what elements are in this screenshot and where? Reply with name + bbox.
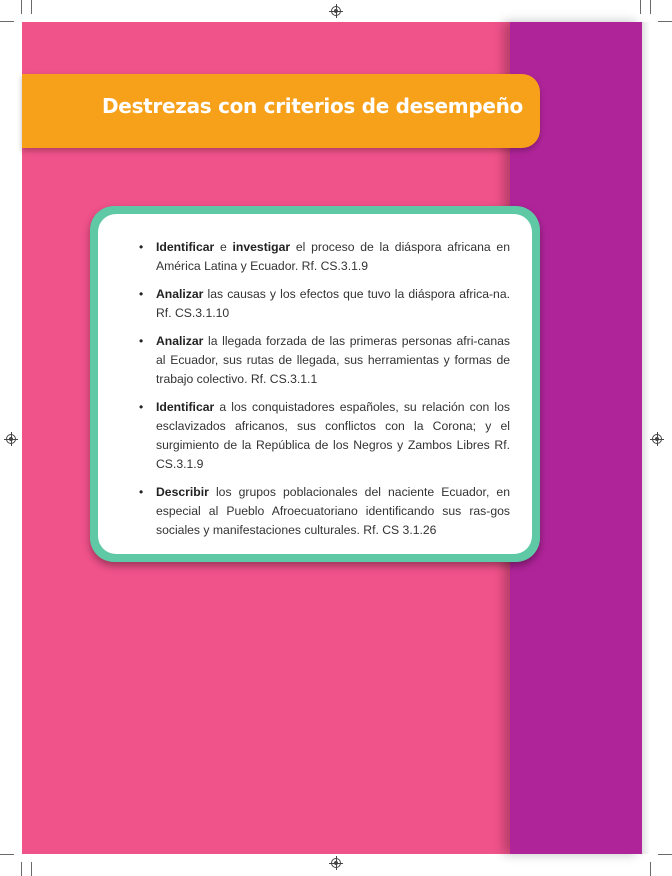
skill-verb: Analizar [156, 334, 204, 348]
skill-verb: investigar [232, 240, 291, 254]
list-item [139, 483, 510, 540]
skills-card [98, 214, 532, 554]
skill-text: las causas y los efectos que tuvo la diáspora africa-na. Rf. CS.3.1.10 [156, 287, 510, 320]
skill-text: los grupos poblacionales del naciente Ecuador, en especial al Pueblo Afroecuatoriano identificando sus ras-gos sociales y manifestaciones culturales. Rf. CS 3.1.26 [156, 485, 510, 537]
skill-verb: Describir [156, 485, 209, 499]
registration-mark-icon [652, 434, 662, 444]
crop-mark [640, 0, 641, 14]
skill-text: el proceso de la diáspora africana en América Latina y Ecuador. Rf. CS.3.1.9 [156, 240, 510, 273]
bullet-icon: • [139, 287, 144, 301]
crop-mark [658, 21, 672, 22]
page-title: Destrezas con criterios de desempeño [102, 94, 523, 118]
crop-mark [658, 854, 672, 855]
bullet-icon: • [139, 334, 144, 348]
list-item [139, 332, 510, 389]
crop-mark [0, 21, 14, 22]
crop-mark [31, 862, 32, 876]
crop-mark [21, 862, 22, 876]
bullet-icon: • [139, 240, 144, 254]
crop-mark [31, 0, 32, 14]
crop-mark [21, 0, 22, 14]
skill-text: a los conquistadores españoles, su relación con los esclavizados africanos, sus conflictos con la Corona; y el surgimiento de la República de los Negros y Zambos Libres Rf. CS.3.1.9 [156, 400, 510, 471]
bullet-icon: • [139, 485, 144, 499]
skill-text: la llegada forzada de las primeras personas afri-canas al Ecuador, sus rutas de llegada, sus herramientas y formas de trabajo colectivo. Rf. CS.3.1.1 [156, 334, 510, 386]
registration-mark-icon [331, 858, 341, 868]
bullet-icon: • [139, 400, 144, 414]
skill-text: e [214, 240, 233, 254]
crop-mark [650, 862, 651, 876]
skill-verb: Analizar [156, 287, 204, 301]
crop-mark [0, 854, 14, 855]
skill-verb: Identificar [156, 240, 215, 254]
list-item [139, 285, 510, 323]
crop-mark [650, 0, 651, 14]
title-banner [22, 74, 540, 148]
skills-list [139, 238, 510, 549]
registration-mark-icon [331, 6, 341, 16]
skill-verb: Identificar [156, 400, 215, 414]
list-item [139, 398, 510, 474]
skills-card-frame [90, 206, 540, 562]
page-edge [642, 22, 650, 854]
list-item [139, 238, 510, 276]
registration-mark-icon [6, 434, 16, 444]
